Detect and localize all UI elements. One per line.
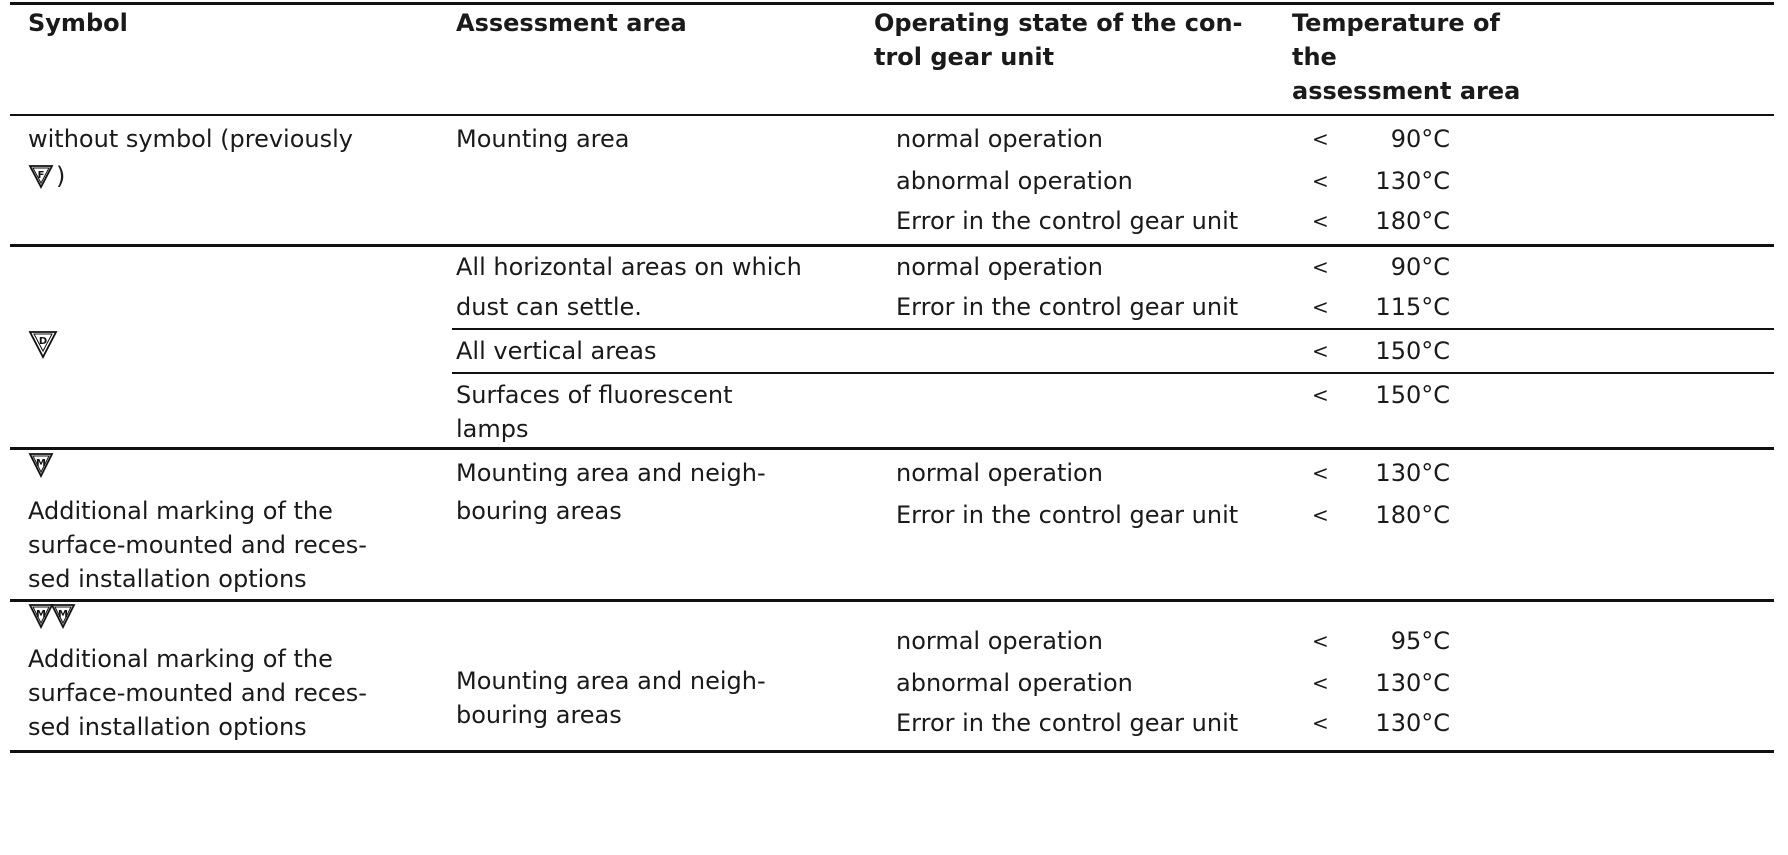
subrow-divider — [452, 328, 1774, 330]
d-symbol-icon — [28, 329, 58, 359]
row1-temp-2: 130°C — [1375, 167, 1450, 195]
row3-temp-2: 180°C — [1375, 501, 1450, 529]
svg-text:M: M — [36, 609, 46, 620]
svg-text:M: M — [36, 458, 46, 469]
less-than-sign: < — [1312, 295, 1329, 319]
row1-state-1: normal operation — [896, 125, 1103, 153]
table-top-rule — [10, 2, 1774, 5]
table-bottom-rule — [10, 750, 1774, 753]
row4-area-line1: Mounting area and neigh- — [456, 667, 766, 695]
row2-sub3-temp: 150°C — [1375, 381, 1450, 409]
row1-temp-3: 180°C — [1375, 207, 1450, 235]
row-divider — [10, 244, 1774, 247]
header-operating-state-line1: Operating state of the con- — [874, 9, 1243, 37]
row1-symbol-text: without symbol (previously — [28, 125, 353, 153]
row2-sub3-area-line2: lamps — [456, 415, 529, 443]
svg-text:M: M — [58, 609, 68, 620]
less-than-sign: < — [1312, 339, 1329, 363]
row3-area-line1: Mounting area and neigh- — [456, 459, 766, 487]
row1-assessment-area: Mounting area — [456, 125, 630, 153]
less-than-sign: < — [1312, 255, 1329, 279]
less-than-sign: < — [1312, 629, 1329, 653]
row4-desc-line1: Additional marking of the — [28, 645, 333, 673]
row3-desc-line3: sed installation options — [28, 565, 307, 593]
row4-temp-1: 95°C — [1390, 627, 1450, 655]
row3-area-line2: bouring areas — [456, 497, 622, 525]
header-rule — [10, 114, 1774, 116]
row3-temp-1: 130°C — [1375, 459, 1450, 487]
subrow-divider — [452, 372, 1774, 374]
row1-symbol-text-end: ) — [56, 162, 66, 190]
row2-sub1-state-1: normal operation — [896, 253, 1103, 281]
row2-sub1-temp-2: 115°C — [1375, 293, 1450, 321]
svg-text:D: D — [38, 336, 48, 347]
row-divider — [10, 599, 1774, 602]
less-than-sign: < — [1312, 127, 1329, 151]
less-than-sign: < — [1312, 169, 1329, 193]
f-symbol-icon — [28, 163, 54, 189]
row1-state-2: abnormal operation — [896, 167, 1133, 195]
header-symbol: Symbol — [28, 9, 128, 37]
row4-desc-line3: sed installation options — [28, 713, 307, 741]
header-temperature-line1: Temperature of — [1292, 9, 1500, 37]
svg-text:F: F — [37, 170, 45, 181]
mm-symbol-icon — [28, 603, 76, 629]
row-divider — [10, 447, 1774, 450]
row1-state-3: Error in the control gear unit — [896, 207, 1239, 235]
row3-desc-line2: surface-mounted and reces- — [28, 531, 367, 559]
row4-temp-2: 130°C — [1375, 669, 1450, 697]
row4-area-line2: bouring areas — [456, 701, 622, 729]
header-temperature-line2: the — [1292, 43, 1337, 71]
row3-desc-line1: Additional marking of the — [28, 497, 333, 525]
less-than-sign: < — [1312, 209, 1329, 233]
row2-sub2-area: All vertical areas — [456, 337, 657, 365]
less-than-sign: < — [1312, 503, 1329, 527]
row2-sub3-area-line1: Surfaces of fluorescent — [456, 381, 733, 409]
row2-sub1-area-line1: All horizontal areas on which — [456, 253, 802, 281]
row3-state-1: normal operation — [896, 459, 1103, 487]
less-than-sign: < — [1312, 711, 1329, 735]
row4-state-2: abnormal operation — [896, 669, 1133, 697]
row4-desc-line2: surface-mounted and reces- — [28, 679, 367, 707]
row2-sub2-temp: 150°C — [1375, 337, 1450, 365]
m-symbol-icon — [28, 452, 54, 478]
row2-sub1-area-line2: dust can settle. — [456, 293, 642, 321]
header-temperature-line3: assessment area — [1292, 77, 1521, 105]
row1-temp-1: 90°C — [1390, 125, 1450, 153]
row4-state-3: Error in the control gear unit — [896, 709, 1239, 737]
row2-sub1-temp-1: 90°C — [1390, 253, 1450, 281]
less-than-sign: < — [1312, 461, 1329, 485]
row4-temp-3: 130°C — [1375, 709, 1450, 737]
header-assessment-area: Assessment area — [456, 9, 687, 37]
row4-state-1: normal operation — [896, 627, 1103, 655]
less-than-sign: < — [1312, 671, 1329, 695]
row3-state-2: Error in the control gear unit — [896, 501, 1239, 529]
row2-sub1-state-2: Error in the control gear unit — [896, 293, 1239, 321]
less-than-sign: < — [1312, 383, 1329, 407]
header-operating-state-line2: trol gear unit — [874, 43, 1055, 71]
